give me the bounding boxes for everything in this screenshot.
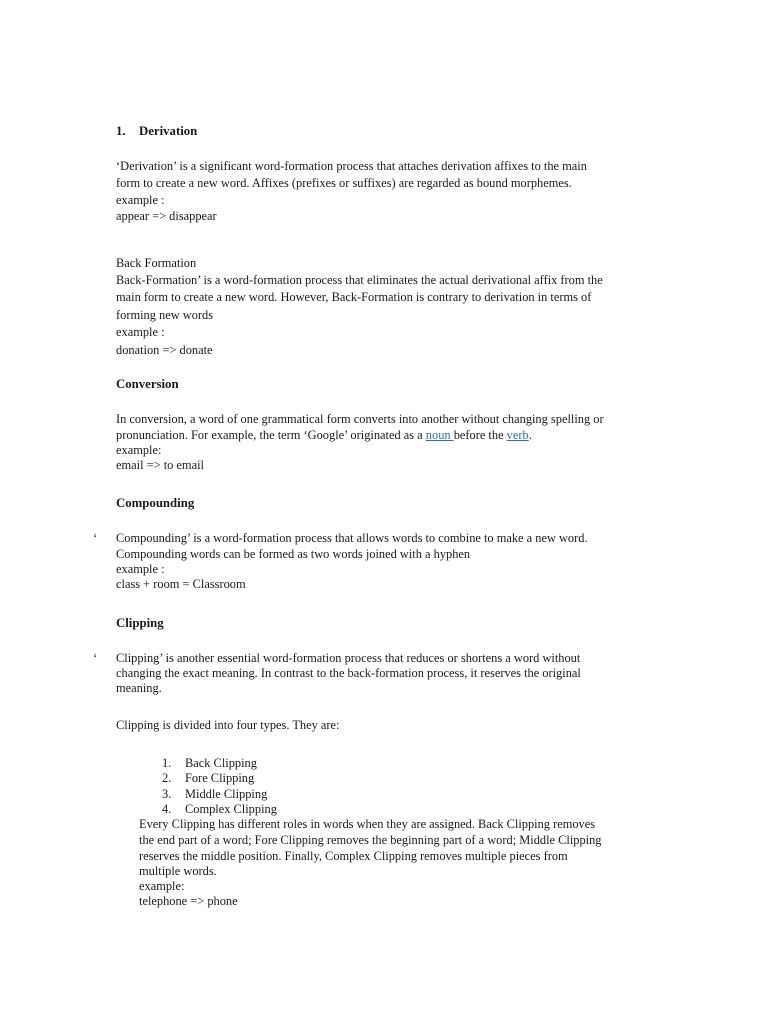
list-item [162,770,254,787]
list-item-label: Middle Clipping [185,787,268,801]
compounding-example: class + room = Classroom [116,577,246,591]
list-item-label: Complex Clipping [185,802,277,816]
back-formation-line-2: main form to create a new word. However, Back-Formation is contrary to derivation in terms of [116,290,592,304]
derivation-example-label: example : [116,193,165,207]
conversion-line-2-start: pronunciation. For example, the term ‘Google’ originated as a [116,428,426,442]
back-formation-example-label: example : [116,325,165,339]
compounding-line-2: Compounding words can be formed as two words joined with a hyphen [116,547,471,561]
list-item-number: 2. [162,771,172,785]
conversion-example: email => to email [116,458,204,472]
compounding-example-label: example : [116,562,165,576]
clipping-paragraph-line-2: the end part of a word; Fore Clipping removes the beginning part of a word; Middle Clipping [139,833,602,847]
derivation-line-1: ‘Derivation’ is a significant word-formation process that attaches derivation affixes to the main [116,159,587,173]
list-item-label: Back Clipping [185,756,257,770]
derivation-heading-text: Derivation [139,124,198,138]
clipping-types-intro: Clipping is divided into four types. They are: [116,718,340,732]
clipping-line-3: meaning. [116,681,162,695]
derivation-example: appear => disappear [116,209,217,223]
verb-link[interactable]: verb [506,428,529,442]
conversion-line-2-end: . [528,428,532,442]
clipping-quote-mark: ‘ [93,651,98,665]
conversion-example-label: example: [116,443,162,457]
list-item-number: 4. [162,802,172,816]
clipping-paragraph-line-3: reserves the middle position. Finally, Complex Clipping removes multiple pieces from [139,849,568,863]
clipping-paragraph-line-4: multiple words. [139,864,217,878]
list-item-label: Fore Clipping [185,771,255,785]
back-formation-line-1: Back-Formation’ is a word-formation process that eliminates the actual derivational affix from the [116,273,603,287]
back-formation-title: Back Formation [116,256,197,270]
back-formation-example: donation => donate [116,343,213,357]
compounding-quote-mark: ‘ [93,531,98,545]
noun-link[interactable]: noun [425,428,454,442]
list-item-number: 3. [162,787,172,801]
clipping-line-2: changing the exact meaning. In contrast to the back-formation process, it reserves the original [116,666,581,680]
clipping-example: telephone => phone [139,894,238,908]
compounding-line-1: Compounding’ is a word-formation process that allows words to combine to make a new word. [116,531,588,545]
clipping-heading: Clipping [116,616,164,630]
conversion-line-2-middle: before the [453,428,507,442]
clipping-line-1: Clipping’ is another essential word-formation process that reduces or shortens a word without [116,651,581,665]
list-item-number: 1. [162,756,172,770]
compounding-heading: Compounding [116,496,195,510]
derivation-line-2: form to create a new word. Affixes (prefixes or suffixes) are regarded as bound morphemes. [116,176,572,190]
derivation-number: 1. [116,124,126,138]
conversion-line-1: In conversion, a word of one grammatical form converts into another without changing spelling or [116,412,604,426]
back-formation-line-3: forming new words [116,308,214,322]
derivation-heading [116,124,197,139]
clipping-paragraph-line-1: Every Clipping has different roles in words when they are assigned. Back Clipping removes [139,817,596,831]
conversion-line-2 [116,427,532,444]
clipping-example-label: example: [139,879,185,893]
conversion-heading: Conversion [116,377,179,391]
